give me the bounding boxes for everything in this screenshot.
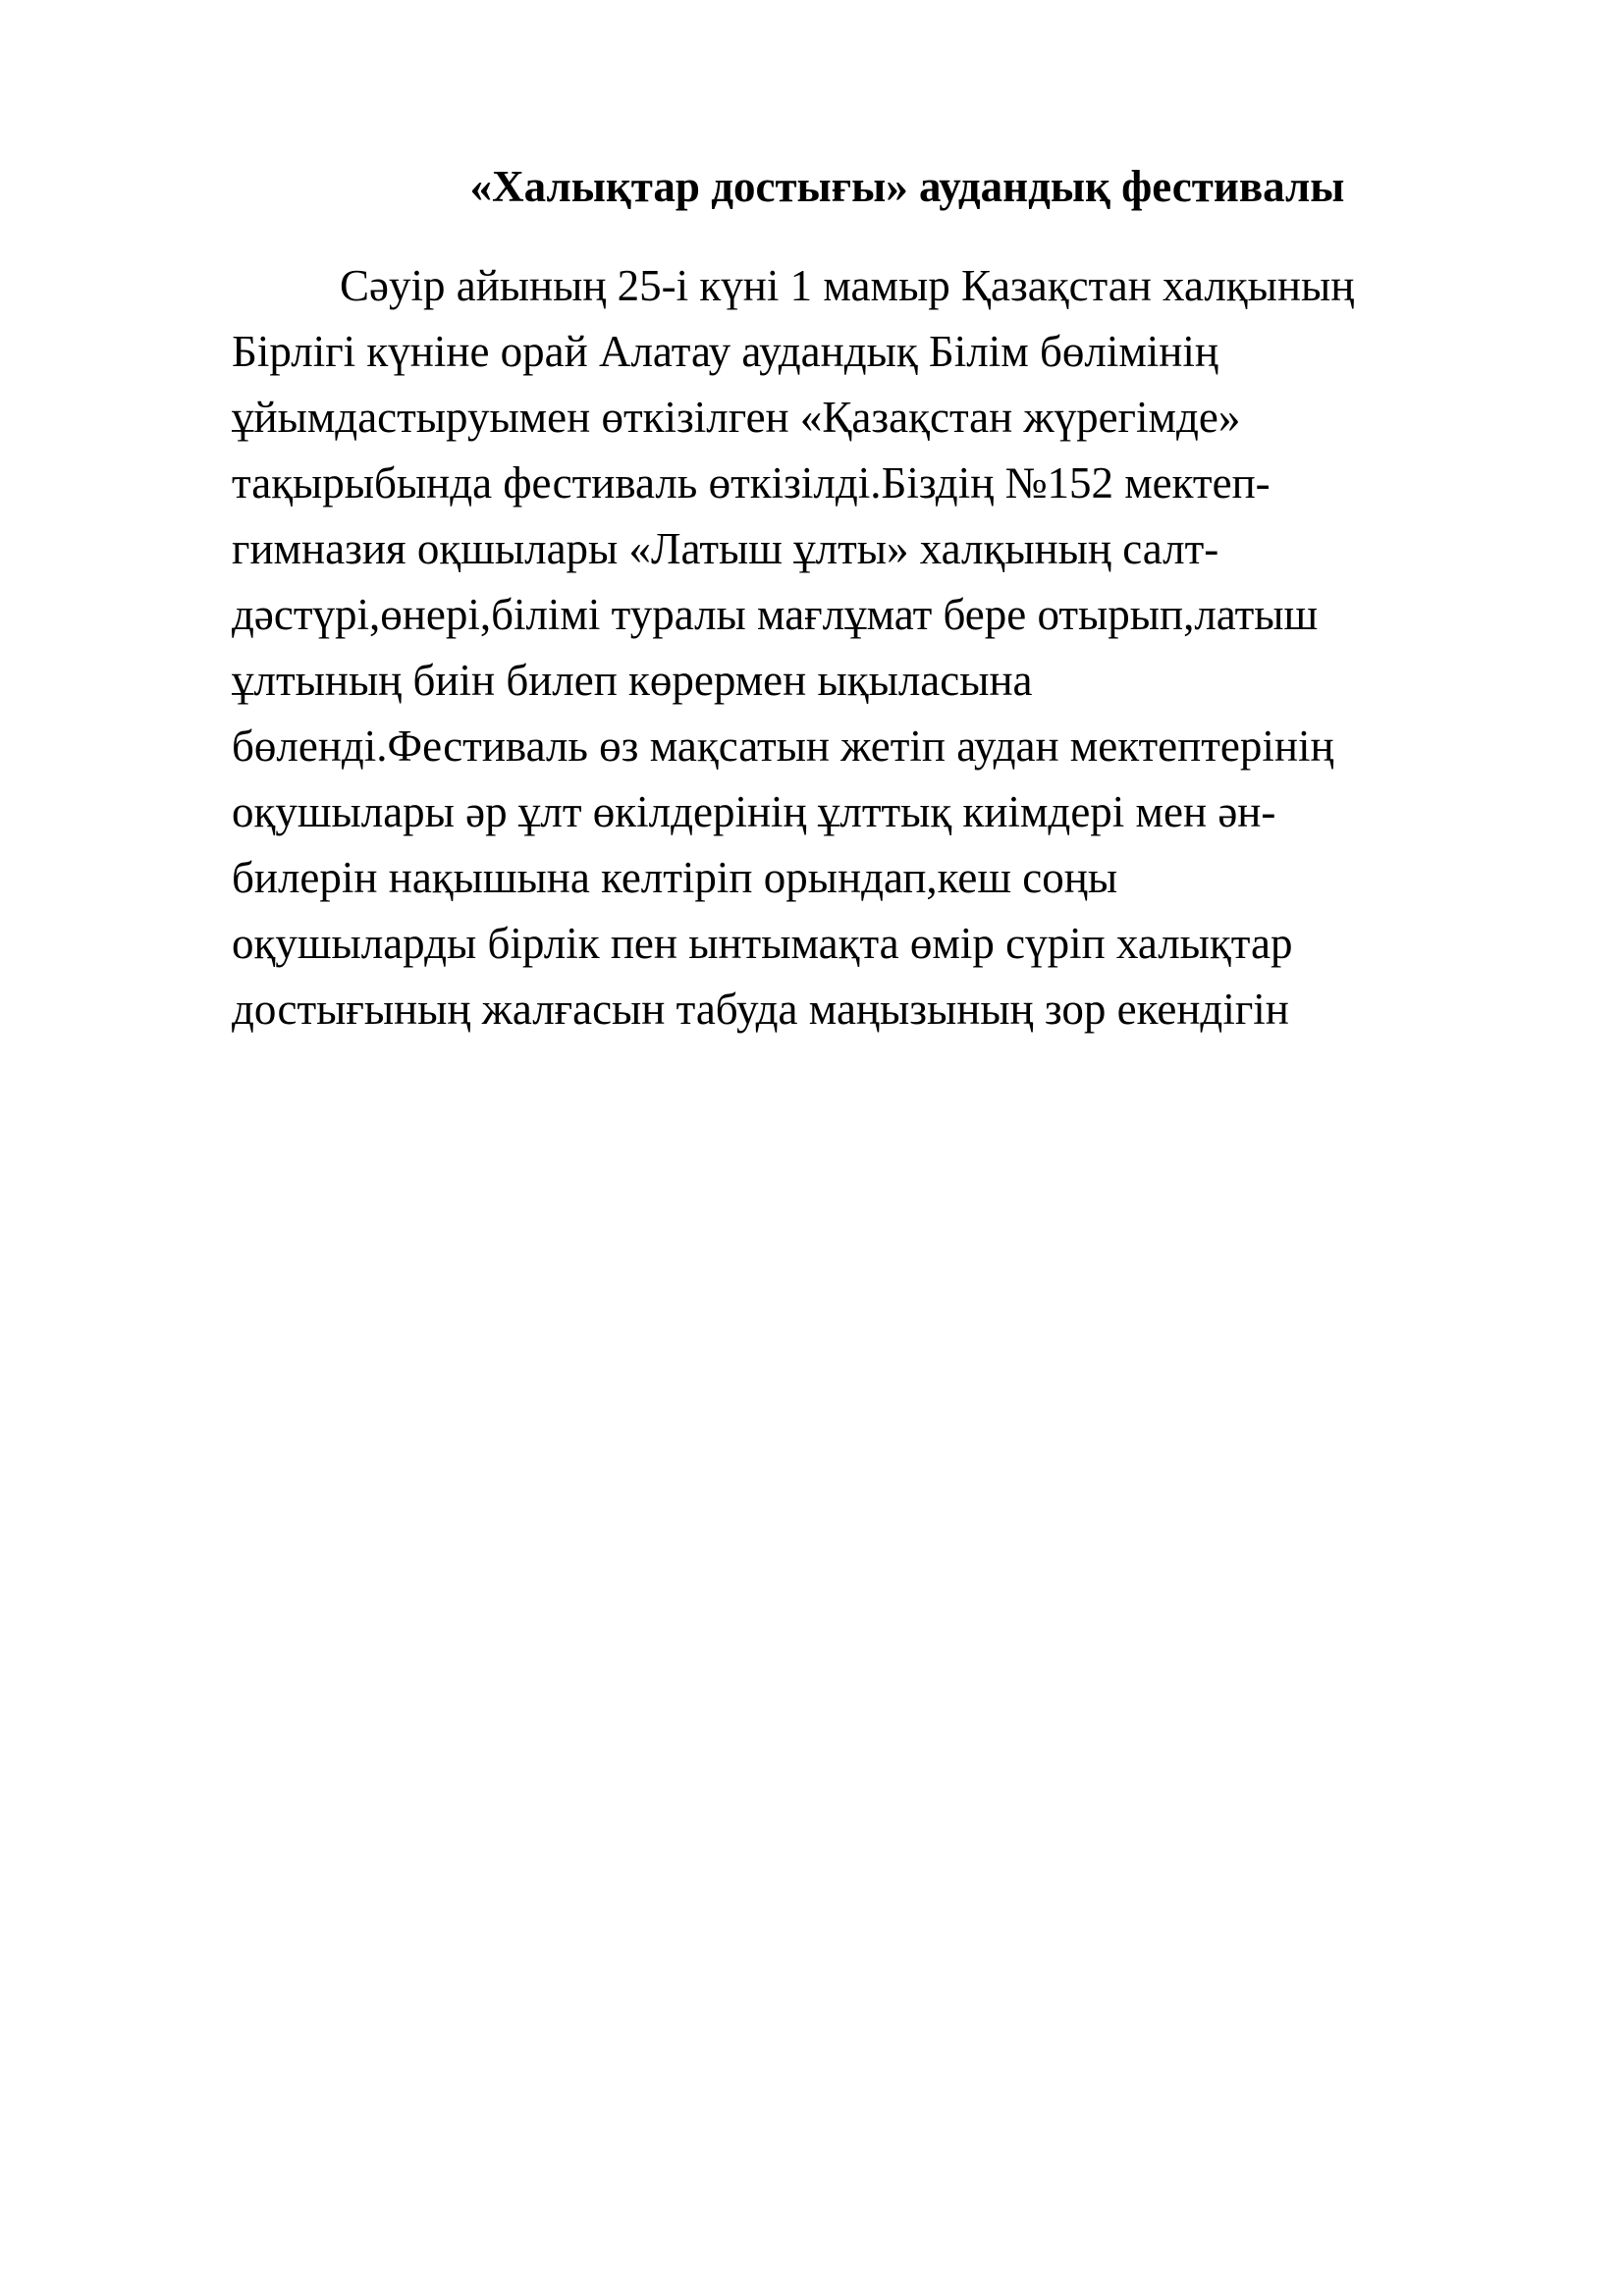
body-line: билерін нақышына келтіріп орындап,кеш соңы xyxy=(232,853,1118,902)
body-line: тақырыбында фестиваль өткізілді.Біздің №152 мектеп- xyxy=(232,458,1271,507)
body-line: оқушыларды бірлік пен ынтымақта өмір сүріп халықтар xyxy=(232,919,1293,968)
body-line: бөленді.Фестиваль өз мақсатын жетіп аудан мектептерінің xyxy=(232,721,1334,771)
document-title: «Халықтар достығы» аудандық фестивалы xyxy=(469,162,1345,211)
body-line: Бірлігі күніне орай Алатау аудандық Білім бөлімінің xyxy=(232,327,1218,376)
body-line: Сәуір айының 25-і күні 1 мамыр Қазақстан халқының xyxy=(340,261,1355,310)
body-line: гимназия оқшылары «Латыш ұлты» халқының салт- xyxy=(232,524,1219,573)
body-line: ұйымдастыруымен өткізілген «Қазақстан жүрегімде» xyxy=(232,393,1241,442)
body-line: достығының жалғасын табуда маңызының зор екендігін xyxy=(232,985,1289,1034)
document-body xyxy=(232,253,1508,1042)
body-line: ұлтының биін билеп көрермен ықыласына xyxy=(232,656,1033,705)
body-line: дәстүрі,өнері,білімі туралы мағлұмат бере отырып,латыш xyxy=(232,590,1319,639)
body-line: оқушылары әр ұлт өкілдерінің ұлттық киімдері мен ән- xyxy=(232,787,1276,836)
